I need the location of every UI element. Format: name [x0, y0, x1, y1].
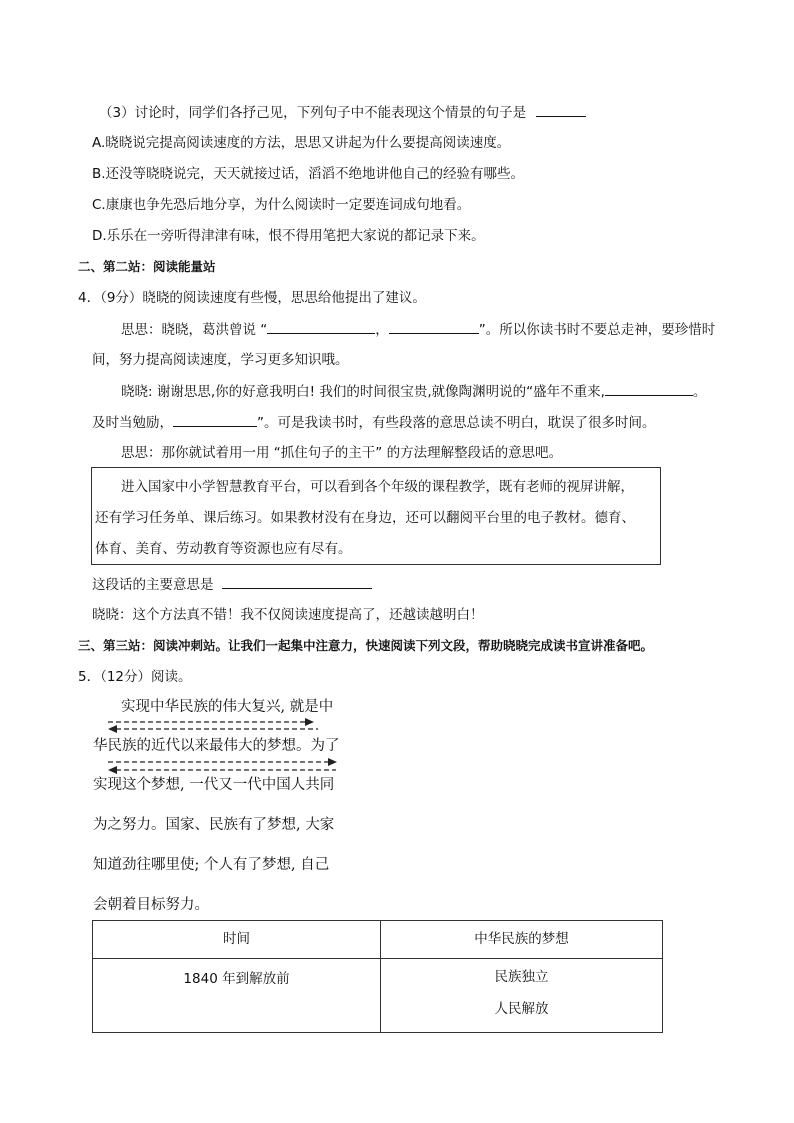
q3-option-b: B.还没等晓晓说完，天天就接过话，滔滔不绝地讲他自己的经验有哪些。 [92, 166, 525, 182]
q3-stem: （3）讨论时，同学们各抒己见，下列句子中不能表现这个情景的句子是 [99, 105, 527, 121]
dream-table [92, 920, 663, 1033]
poem-line-4: 为之努力。国家、民族有了梦想, 大家 [93, 817, 335, 833]
section2-heading: 二、第二站：阅读能量站 [78, 259, 216, 274]
sisi-text-a: 思思：晓晓，葛洪曾说 “ [121, 322, 268, 338]
passage-line-1: 进入国家中小学智慧教育平台，可以看到各个年级的课程教学，既有老师的视屏讲解， [121, 479, 634, 495]
poem-line-5: 知道劲往哪里使; 个人有了梦想, 自己 [93, 857, 330, 873]
xiao-period: 。 [692, 384, 707, 400]
dream-line-2: 人民解放 [494, 1001, 549, 1017]
q3-option-d: D.乐乐在一旁听得津津有味，恨不得用笔把大家说的都记录下来。 [92, 228, 485, 244]
table-cell-time: 1840 年到解放前 [93, 959, 381, 1033]
arrowhead-right-2 [328, 758, 337, 766]
poem-line-3: 实现这个梦想, 一代又一代中国人共同 [93, 777, 335, 793]
xiao-text-a: 晓晓: 谢谢思思,你的好意我明白! 我们的时间很宝贵,就像陶渊明说的“盛年不重来, [121, 384, 605, 400]
passage-line-3: 体育、美育、劳动教育等资源也应有尽有。 [95, 541, 352, 557]
q3-option-a: A.晓晓说完提高阅读速度的方法，思思又讲起为什么要提高阅读速度。 [92, 135, 511, 151]
sisi-line-2: 间，努力提高阅读速度，学习更多知识哦。 [92, 352, 349, 368]
poem-line-1: 实现中华民族的伟大复兴, 就是中 [121, 699, 334, 715]
xiao-text-c: ”。可是我读书时，有些段落的意思总读不明白，耽误了很多时间。 [257, 415, 656, 431]
sisi-text-b: ”。所以你读书时不要总走神，要珍惜时 [478, 322, 716, 338]
sisi-line-3: 思思：那你就试着用一用 “抓住句子的主干” 的方法理解整段话的意思吧。 [121, 445, 563, 461]
arrowhead-left-2 [108, 766, 117, 774]
q3-option-c: C.康康也争先恐后地分享，为什么阅读时一定要连词成句地看。 [92, 197, 471, 213]
xiao-end-line: 晓晓：这个方法真不错！我不仅阅读速度提高了，还越读越明白！ [92, 607, 484, 623]
table-cell-dream [381, 959, 663, 1033]
q4-title: 4．（9分）晓晓的阅读速度有些慢，思思给他提出了建议。 [78, 290, 426, 306]
q5-title: 5．（12分）阅读。 [78, 669, 192, 685]
table-header-row [93, 921, 663, 959]
table-row [93, 959, 663, 1033]
poem-line-2: 华民族的近代以来最伟大的梦想。为了 [93, 738, 340, 754]
table-header-dream: 中华民族的梦想 [381, 921, 663, 959]
sisi-comma: ， [375, 322, 389, 338]
section3-heading: 三、第三站：阅读冲刺站。让我们一起集中注意力，快速阅读下列文段，帮助晓晓完成读书宣讲准备吧。 [78, 638, 654, 653]
arrowhead-right-1 [305, 718, 314, 726]
table-header-time: 时间 [93, 921, 381, 959]
arrowhead-left-1 [108, 725, 117, 733]
poem-line-6: 会朝着目标努力。 [93, 897, 209, 913]
dream-line-1: 民族独立 [494, 969, 549, 985]
main-idea-label: 这段话的主要意思是 [92, 577, 214, 593]
passage-line-2: 还有学习任务单、课后练习。如果教材没有在身边，还可以翻阅平台里的电子教材。德育、 [95, 510, 635, 526]
xiao-text-b: 及时当勉励， [92, 415, 173, 431]
